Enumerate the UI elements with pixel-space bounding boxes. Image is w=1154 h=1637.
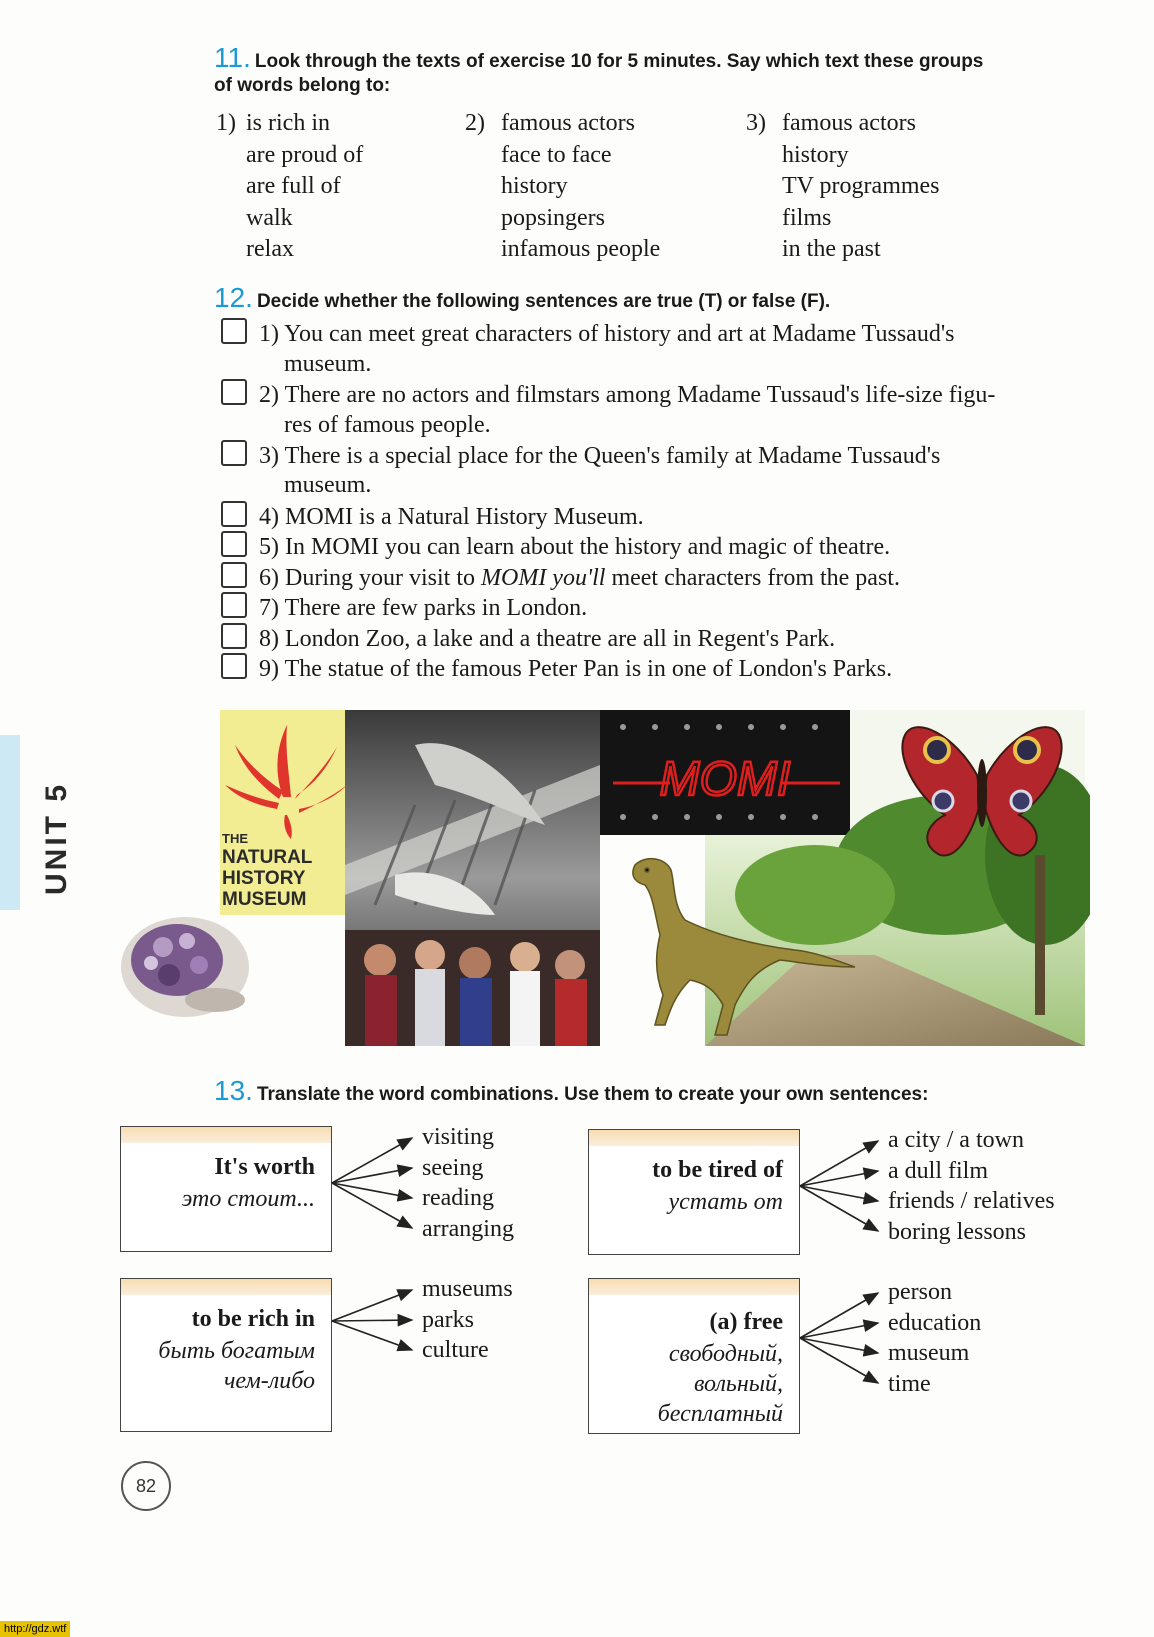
logo-line-natural: NATURAL: [222, 847, 313, 868]
arrow: [332, 1320, 412, 1321]
collocation-word: museum: [888, 1340, 970, 1366]
collocation-word: museums: [422, 1276, 513, 1302]
group-word: infamous people: [501, 236, 661, 262]
logo-line-museum: MUSEUM: [222, 889, 307, 910]
page-number: 82: [121, 1461, 171, 1511]
exercise-number: 12.: [214, 282, 253, 313]
statement-text-end: meet characters from the past.: [605, 565, 900, 591]
group-number: 1): [216, 110, 236, 136]
group-word: popsingers: [501, 204, 605, 231]
statement-number: 4): [259, 504, 279, 530]
group-word: famous actors: [782, 110, 916, 136]
group-word: TV programmes: [782, 173, 940, 199]
phrase-translation: это стоит...: [181, 1186, 315, 1212]
footer-url[interactable]: http://gdz.wtf: [0, 1621, 70, 1637]
group-word: relax: [246, 236, 294, 262]
group-word: history: [782, 141, 849, 168]
phrase-translation: чем-либо: [223, 1368, 315, 1394]
statement-emphasis: MOMI you'll: [481, 565, 606, 591]
statement-text: The statue of the famous Peter Pan is in one of London's Parks.: [284, 656, 893, 682]
collocation-word: friends / relatives: [888, 1188, 1055, 1214]
statement-number: 9): [259, 656, 279, 682]
exercise-number: 11.: [214, 42, 251, 73]
arrow: [332, 1321, 412, 1350]
group-word: are full of: [246, 173, 341, 199]
group-word: face to face: [501, 141, 612, 168]
group-word: walk: [246, 204, 293, 231]
phrase-translation: свободный,: [668, 1341, 783, 1367]
statement-text: There is a special place for the Queen's family at Madame Tussaud's: [284, 443, 941, 469]
group-number: 3): [746, 110, 766, 136]
collocation-word: seeing: [422, 1154, 484, 1181]
collocation-word: time: [888, 1370, 931, 1397]
statement-number: 2): [259, 382, 279, 408]
logo-line-history: HISTORY: [222, 868, 306, 889]
phrase-english: to be rich in: [191, 1306, 315, 1332]
phrase-translation: вольный,: [693, 1371, 783, 1397]
statement-number: 7): [259, 595, 279, 621]
collocation-word: education: [888, 1309, 982, 1336]
arrow: [332, 1290, 412, 1321]
group-word: history: [501, 173, 568, 199]
unit-label: UNIT 5: [40, 781, 73, 895]
collocation-word: boring lessons: [888, 1218, 1026, 1245]
group-word: are proud of: [246, 141, 364, 168]
logo-line-the: THE: [222, 831, 248, 846]
exercise-instruction-continued: of words belong to:: [214, 75, 391, 96]
statement-text: In MOMI you can learn about the history and magic of theatre.: [285, 534, 891, 560]
phrase-english: It's worth: [214, 1154, 315, 1180]
group-word: in the past: [782, 236, 881, 262]
statement-text: During your visit to: [285, 565, 481, 591]
collocation-word: reading: [422, 1185, 494, 1211]
statement-text: MOMI is a Natural History Museum.: [285, 504, 644, 530]
statement-number: 8): [259, 626, 279, 652]
phrase-english: (a) free: [709, 1309, 783, 1335]
group-word: is rich in: [246, 110, 330, 136]
statement-continuation: res of famous people.: [284, 412, 491, 438]
group-word: famous actors: [501, 110, 635, 136]
statement-text: There are no actors and filmstars among Madame Tussaud's life-size figu-: [284, 382, 996, 408]
statement-number: 6): [259, 565, 279, 591]
statement-number: 3): [259, 443, 279, 469]
statement-number: 5): [259, 534, 279, 560]
statement-text: There are few parks in London.: [284, 595, 588, 621]
exercise-number: 13.: [214, 1075, 253, 1106]
group-word: films: [782, 204, 832, 231]
collocation-word: culture: [422, 1337, 489, 1363]
exercise-instruction: Decide whether the following sentences are true (T) or false (F).: [256, 291, 831, 312]
exercise-instruction: Look through the texts of exercise 10 for 5 minutes. Say which text these groups: [254, 51, 984, 72]
phrase-english: to be tired of: [652, 1157, 783, 1183]
statement-continuation: museum.: [284, 351, 372, 377]
collocation-word: a city / a town: [888, 1127, 1024, 1153]
exercise-instruction: Translate the word combinations. Use them to create your own sentences:: [256, 1084, 929, 1105]
statement-continuation: museum.: [284, 472, 372, 498]
collocation-word: a dull film: [888, 1157, 988, 1184]
momi-logo-text: MOMI: [659, 753, 791, 806]
collocation-word: visiting: [422, 1124, 495, 1150]
statement-text: You can meet great characters of history and art at Madame Tussaud's: [284, 321, 955, 347]
phrase-translation: устать от: [668, 1189, 783, 1215]
statement-text: London Zoo, a lake and a theatre are all in Regent's Park.: [285, 626, 836, 652]
phrase-translation: быть богатым: [158, 1338, 315, 1364]
phrase-translation: бесплатный: [657, 1401, 783, 1427]
group-number: 2): [465, 110, 485, 136]
collocation-word: arranging: [422, 1215, 514, 1242]
statement-number: 1): [259, 321, 279, 347]
collocation-word: parks: [422, 1306, 474, 1333]
collocation-word: person: [888, 1279, 952, 1305]
